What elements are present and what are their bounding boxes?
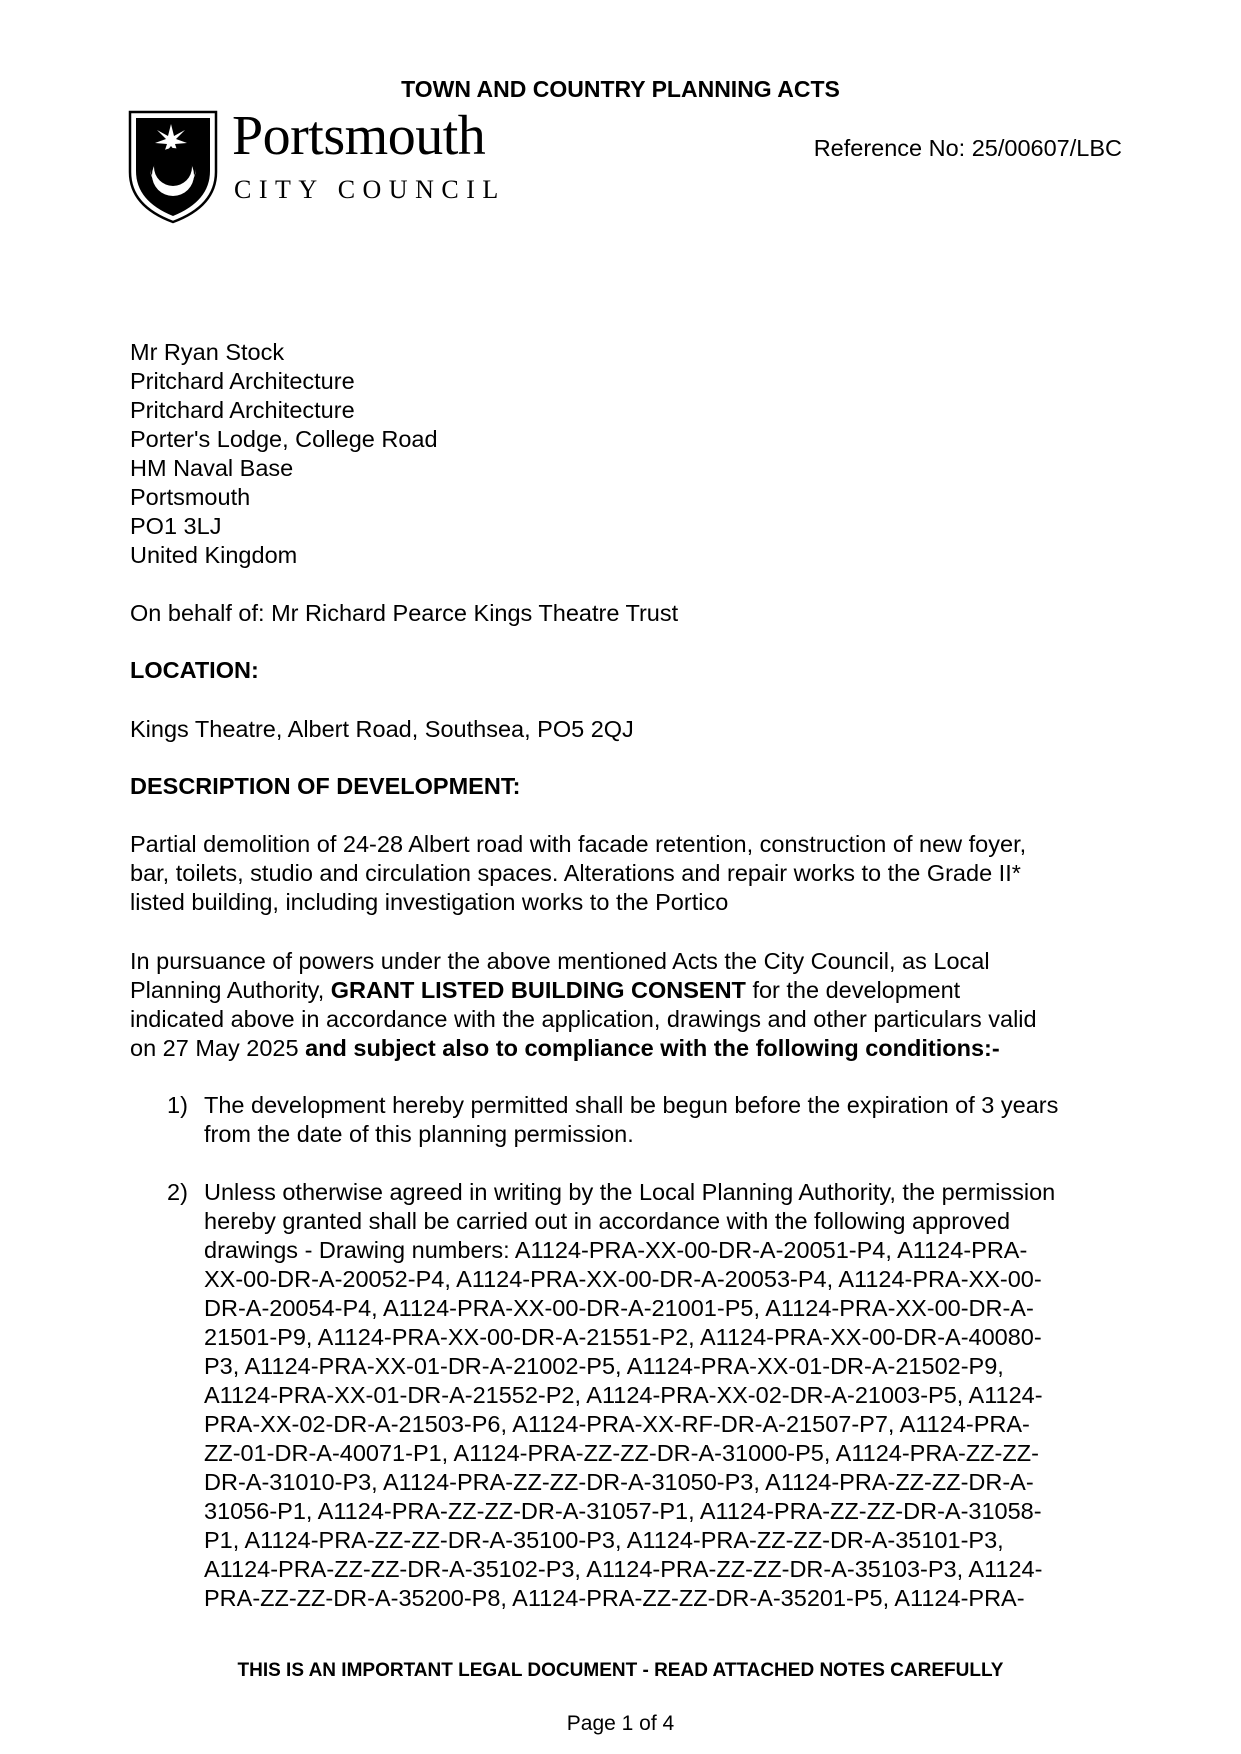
consent-granted-text: GRANT LISTED BUILDING CONSENT (330, 977, 746, 1003)
address-line: United Kingdom (130, 542, 298, 568)
condition-line: The development hereby permitted shall be begun before the expiration of 3 years (204, 1092, 1059, 1118)
condition-line: ZZ-01-DR-A-40071-P1, A1124-PRA-ZZ-ZZ-DR-A-31000-P5, A1124-PRA-ZZ-ZZ- (204, 1440, 1039, 1466)
legal-notice: THIS IS AN IMPORTANT LEGAL DOCUMENT - READ ATTACHED NOTES CAREFULLY (237, 1660, 1004, 1681)
condition-line: hereby granted shall be carried out in accordance with the following approved (204, 1208, 1011, 1234)
recipient-address (130, 338, 438, 570)
document-title: TOWN AND COUNTRY PLANNING ACTS (401, 76, 840, 102)
description-heading: DESCRIPTION OF DEVELOPMENT: (130, 773, 521, 799)
decision-line (130, 976, 1037, 1005)
decision-line: indicated above in accordance with the application, drawings and other particulars valid (130, 1006, 1037, 1032)
condition-line: 31056-P1, A1124-PRA-ZZ-ZZ-DR-A-31057-P1, A1124-PRA-ZZ-ZZ-DR-A-31058- (204, 1498, 1042, 1524)
decision-text: Planning Authority, (130, 977, 331, 1003)
condition-line: P3, A1124-PRA-XX-01-DR-A-21002-P5, A1124-PRA-XX-01-DR-A-21502-P9, (204, 1353, 1004, 1379)
condition-number: 1) (167, 1092, 188, 1118)
condition-line: DR-A-20054-P4, A1124-PRA-XX-00-DR-A-21001-P5, A1124-PRA-XX-00-DR-A- (204, 1295, 1034, 1321)
logo-subtitle: CITY COUNCIL (234, 175, 506, 204)
condition-line: P1, A1124-PRA-ZZ-ZZ-DR-A-35100-P3, A1124-PRA-ZZ-ZZ-DR-A-35101-P3, (204, 1527, 1004, 1553)
address-line: HM Naval Base (130, 455, 294, 481)
page-number: Page 1 of 4 (566, 1712, 675, 1735)
logo-wordmark: Portsmouth (232, 105, 486, 167)
condition-line: 21501-P9, A1124-PRA-XX-00-DR-A-21551-P2, A1124-PRA-XX-00-DR-A-40080- (204, 1324, 1042, 1350)
address-line: Pritchard Architecture (130, 368, 355, 394)
condition-line: DR-A-31010-P3, A1124-PRA-ZZ-ZZ-DR-A-31050-P3, A1124-PRA-ZZ-ZZ-DR-A- (204, 1469, 1034, 1495)
description-line: Partial demolition of 24-28 Albert road with facade retention, construction of new foyer, (130, 831, 1027, 857)
address-line: Portsmouth (130, 484, 251, 510)
condition-line: PRA-XX-02-DR-A-21503-P6, A1124-PRA-XX-RF-DR-A-21507-P7, A1124-PRA- (204, 1411, 1030, 1437)
decision-paragraph (130, 947, 1037, 1063)
address-line: Porter's Lodge, College Road (130, 426, 438, 452)
portsmouth-city-council-logo (128, 105, 518, 226)
on-behalf-of: On behalf of: Mr Richard Pearce Kings Theatre Trust (130, 600, 679, 626)
address-line: Pritchard Architecture (130, 397, 355, 423)
decision-line: In pursuance of powers under the above mentioned Acts the City Council, as Local (130, 948, 990, 974)
condition-line: XX-00-DR-A-20052-P4, A1124-PRA-XX-00-DR-A-20053-P4, A1124-PRA-XX-00- (204, 1266, 1042, 1292)
decision-line (130, 1034, 1037, 1063)
condition-line: drawings - Drawing numbers: A1124-PRA-XX-00-DR-A-20051-P4, A1124-PRA- (204, 1237, 1028, 1263)
reference-number: Reference No: 25/00607/LBC (813, 135, 1122, 161)
condition-line: A1124-PRA-ZZ-ZZ-DR-A-35102-P3, A1124-PRA-ZZ-ZZ-DR-A-35103-P3, A1124- (204, 1556, 1043, 1582)
valid-date-text: on 27 May 2025 (130, 1035, 306, 1061)
description-line: bar, toilets, studio and circulation spaces. Alterations and repair works to the Grade II* (130, 860, 1021, 886)
location-heading: LOCATION: (130, 657, 259, 683)
location-text: Kings Theatre, Albert Road, Southsea, PO5 2QJ (130, 716, 634, 742)
address-line: PO1 3LJ (130, 513, 222, 539)
shield-crest-icon (128, 110, 218, 224)
description-text (130, 830, 1026, 917)
conditions-intro: and subject also to compliance with the following conditions:- (305, 1035, 1000, 1061)
condition-line: from the date of this planning permission. (204, 1121, 634, 1147)
address-line: Mr Ryan Stock (130, 339, 285, 365)
condition-line: Unless otherwise agreed in writing by the Local Planning Authority, the permission (204, 1179, 1056, 1205)
condition-line: A1124-PRA-XX-01-DR-A-21552-P2, A1124-PRA-XX-02-DR-A-21003-P5, A1124- (204, 1382, 1043, 1408)
description-line: listed building, including investigation works to the Portico (130, 889, 729, 915)
condition-number: 2) (167, 1179, 188, 1205)
condition-line: PRA-ZZ-ZZ-DR-A-35200-P8, A1124-PRA-ZZ-ZZ-DR-A-35201-P5, A1124-PRA- (204, 1585, 1025, 1611)
decision-text: for the development (745, 977, 961, 1003)
